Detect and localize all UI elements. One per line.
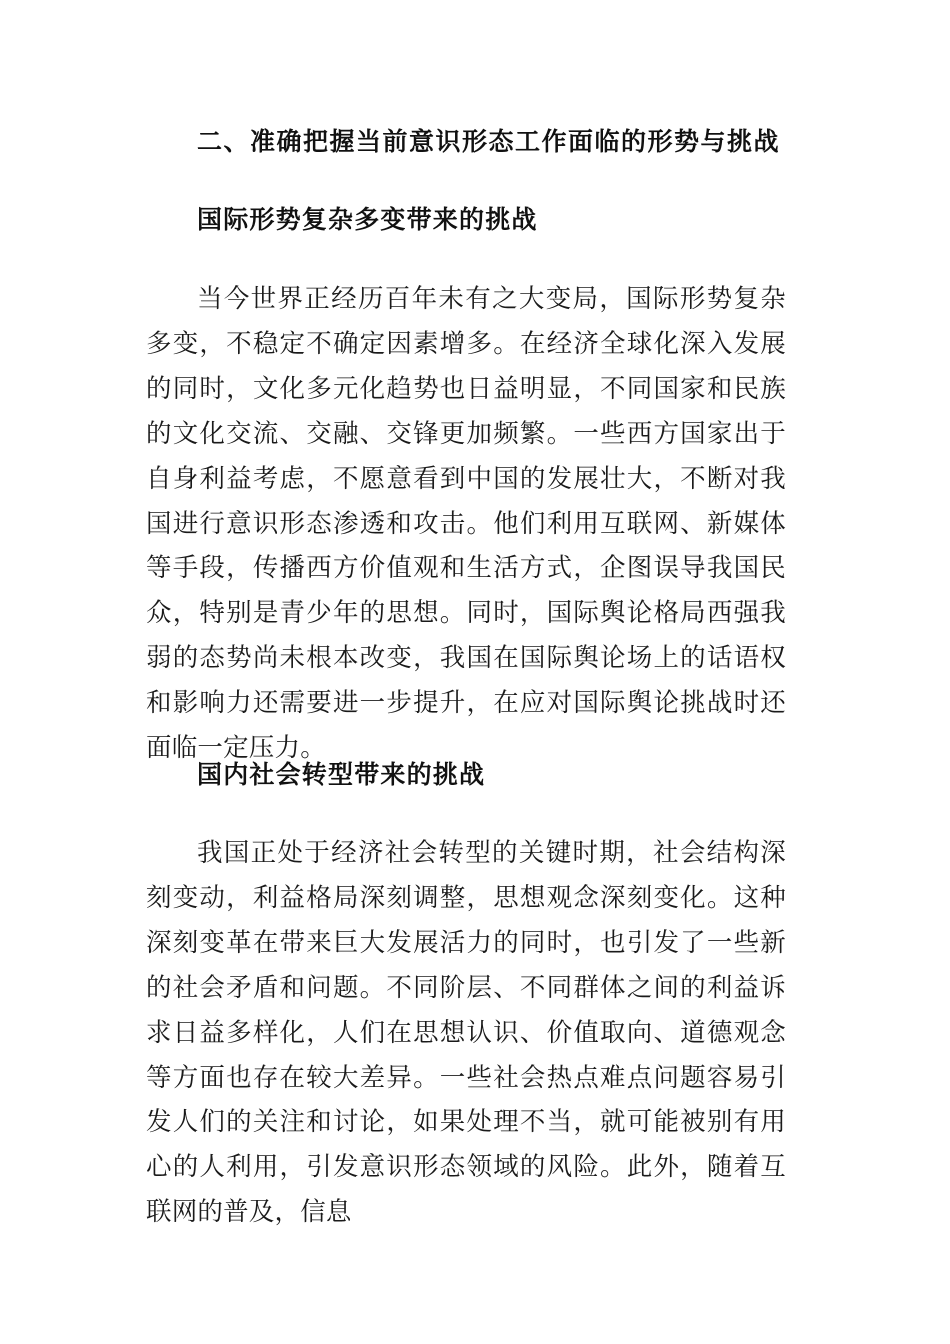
subsection-heading-domestic: 国内社会转型带来的挑战 xyxy=(197,760,486,789)
paragraph-domestic: 我国正处于经济社会转型的关键时期，社会结构深刻变动，利益格局深刻调整，思想观念深刻变化。这种深刻变革在带来巨大发展活力的同时，也引发了一些新的社会矛盾和问题。不同阶层、不同群体之间的利益诉求日益多样化，人们在思想认识、价值取向、道德观念等方面也存在较大差异。一些社会热点难点问题容易引发人们的关注和讨论，如果处理不当，就可能被别有用心的人利用，引发意识形态领域的风险。此外，随着互联网的普及，信息 xyxy=(146,838,786,1228)
section-title: 二、准确把握当前意识形态工作面临的形势与挑战 xyxy=(197,127,781,156)
subsection-heading-international: 国际形势复杂多变带来的挑战 xyxy=(197,205,538,234)
paragraph-international: 当今世界正经历百年未有之大变局，国际形势复杂多变，不稳定不确定因素增多。在经济全球化深入发展的同时，文化多元化趋势也日益明显，不同国家和民族的文化交流、交融、交锋更加频繁。一些西方国家出于自身利益考虑，不愿意看到中国的发展壮大，不断对我国进行意识形态渗透和攻击。他们利用互联网、新媒体等手段，传播西方价值观和生活方式，企图误导我国民众，特别是青少年的思想。同时，国际舆论格局西强我弱的态势尚未根本改变，我国在国际舆论场上的话语权和影响力还需要进一步提升，在应对国际舆论挑战时还面临一定压力。 xyxy=(146,284,786,764)
